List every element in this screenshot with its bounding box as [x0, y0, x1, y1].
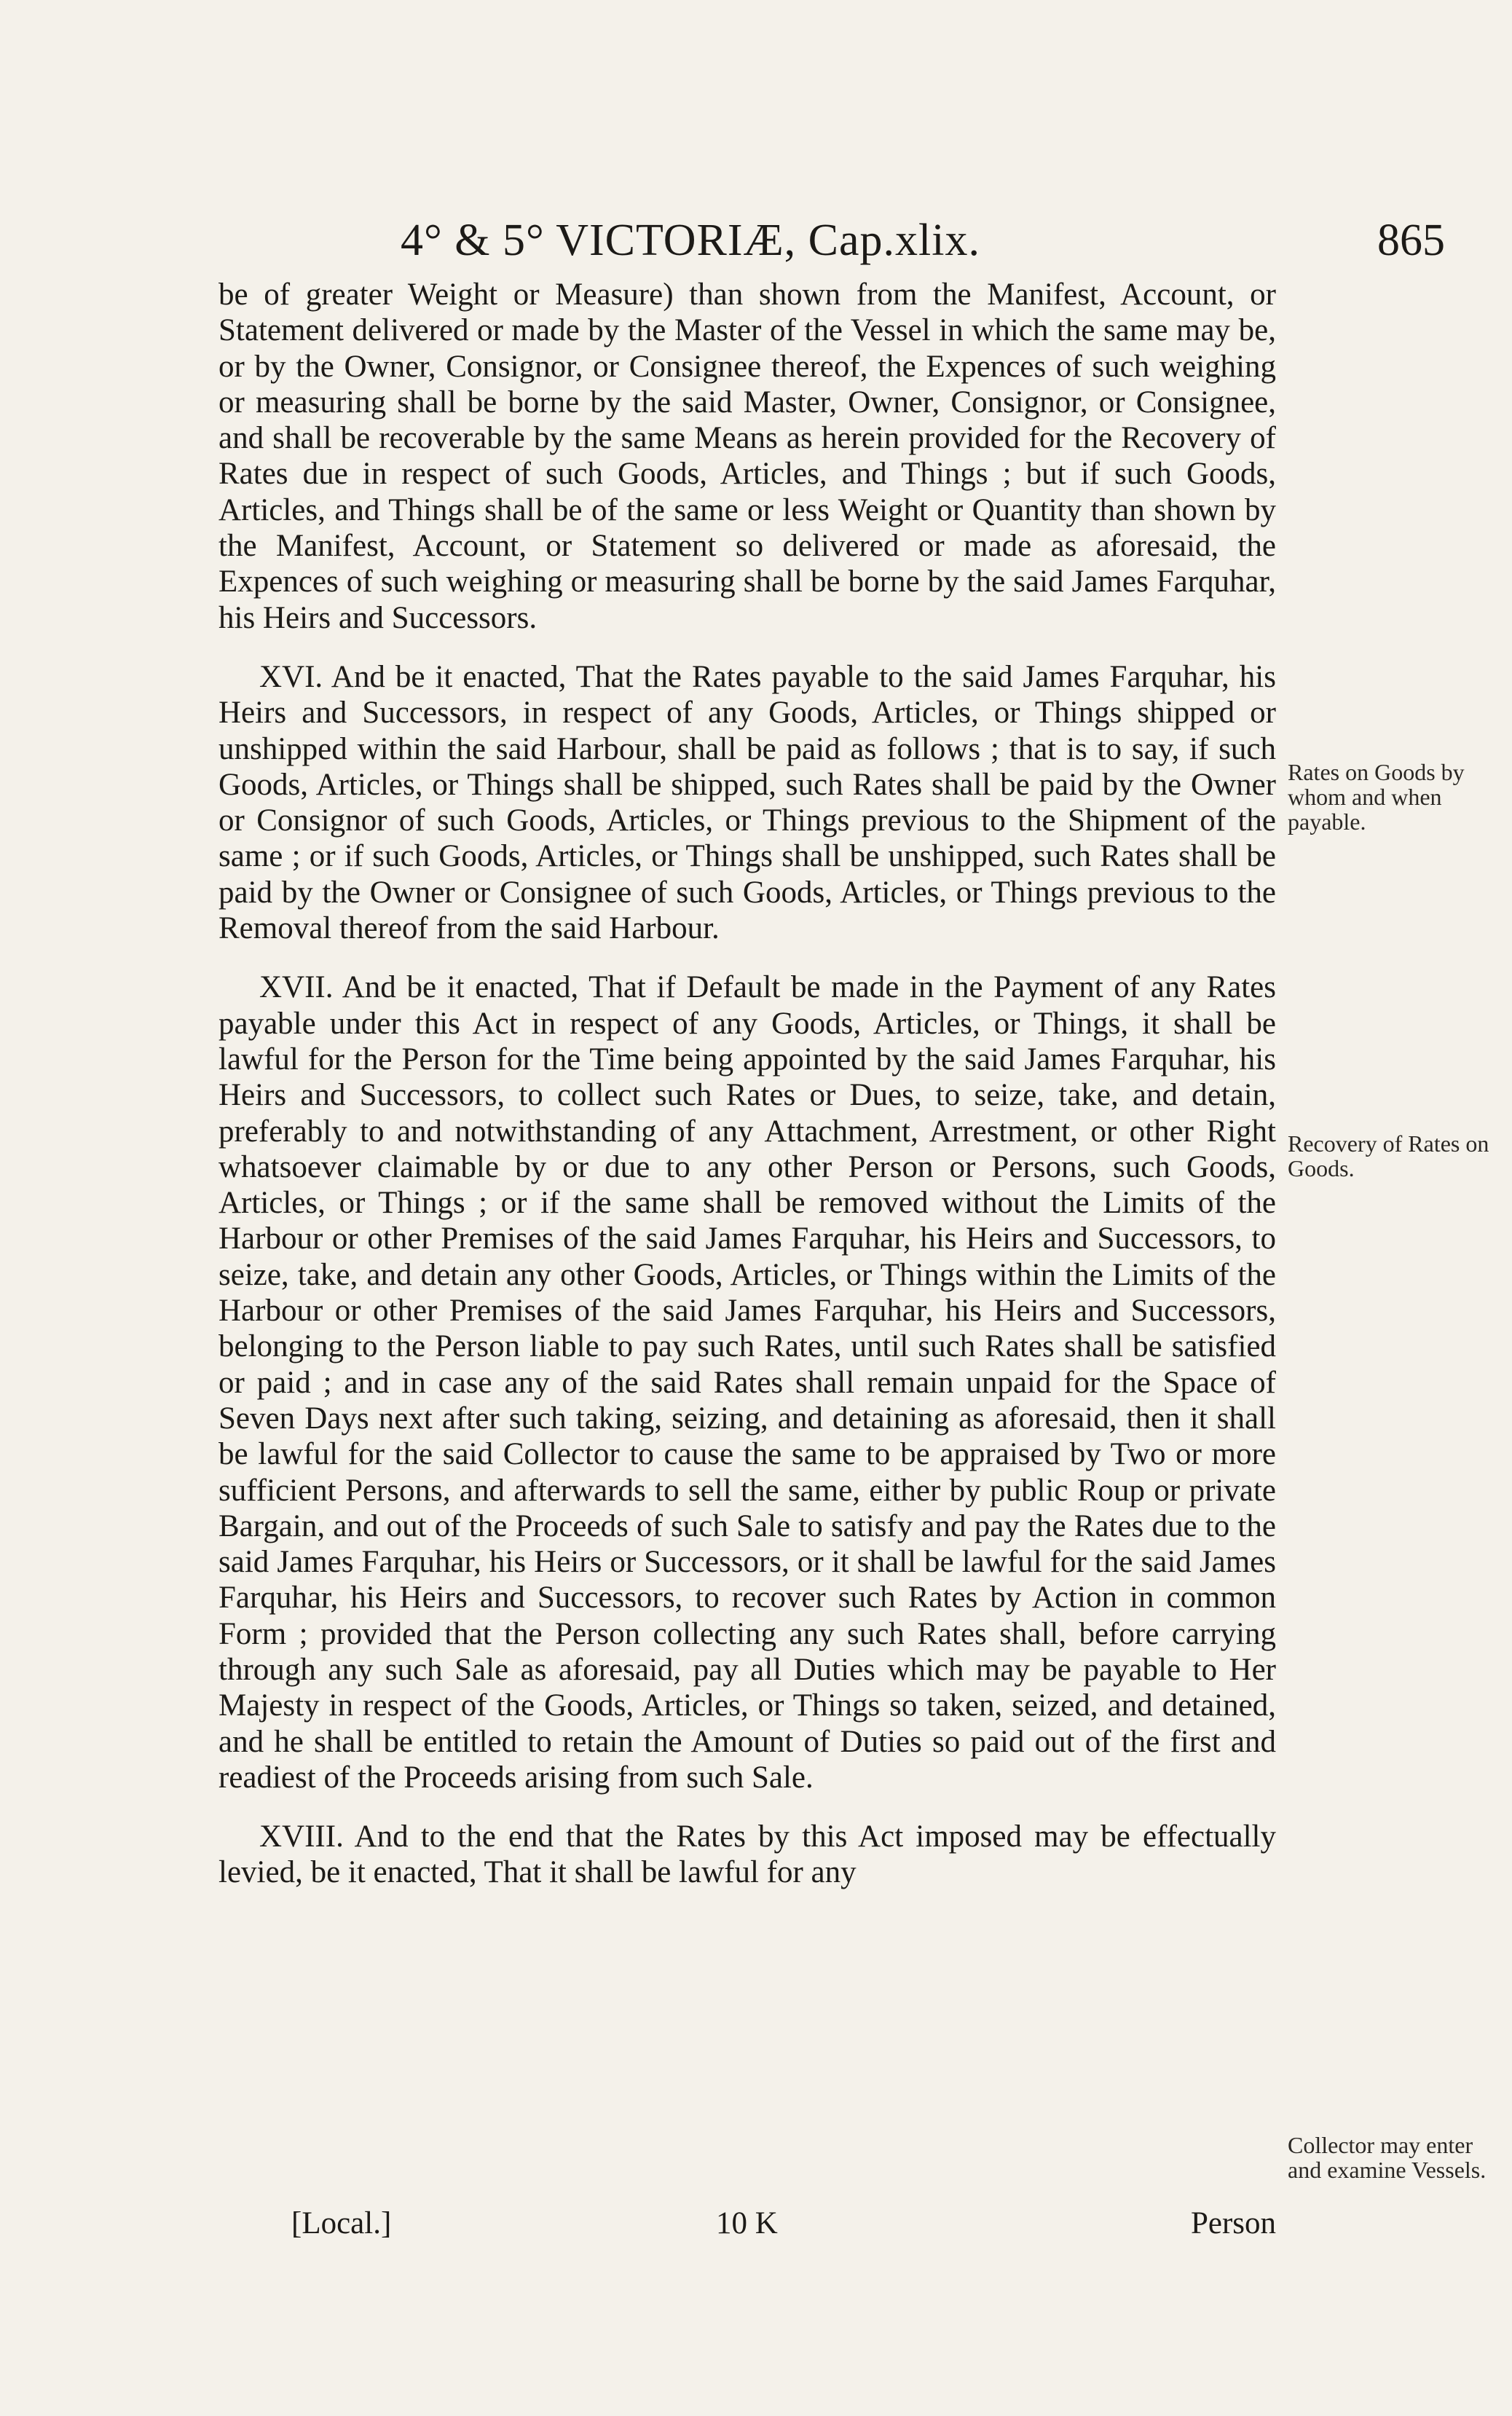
page-footer: [218, 2206, 1276, 2249]
section-xvii: XVII. And be it enacted, That if Default be made in the Payment of any Rates payable under this Act in respect of any Goods, Articles, or Things, it shall be lawful for the Person for the Time being appointed by the said James Farquhar, his Heirs and Successors, to collect such Rates or Dues, to seize, take, and detain, preferably to and notwithstanding of any Attachment, Arrestment, or other Right whatsoever claimable by or due to any other Person or Persons, such Goods, Articles, or Things ; or if the same shall be removed without the Limits of the Harbour or other Premises of the said James Farquhar, his Heirs and Successors, to seize, take, and detain any other Goods, Articles, or Things within the Limits of the Harbour or other Premises of the said James Farquhar, his Heirs and Successors, belonging to the Person liable to pay such Rates, until such Rates shall be satisfied or paid ; and in case any of the said Rates shall remain unpaid for the Space of Seven Days next after such taking, seizing, and detaining as aforesaid, then it shall be lawful for the said Collector to cause the same to be appraised by Two or more sufficient Persons, and afterwards to sell the same, either by public Roup or private Bargain, and out of the Proceeds of such Sale to satisfy and pay the Rates due to the said James Farquhar, his Heirs or Successors, or it shall be lawful for the said James Farquhar, his Heirs and Successors, to recover such Rates by Action in common Form ; provided that the Person collecting any such Rates shall, before carrying through any such Sale as aforesaid, pay all Duties which may be payable to Her Majesty in respect of the Goods, Articles, or Things so taken, seized, and detained, and he shall be entitled to retain the Amount of Duties so paid out of the first and readiest of the Proceeds arising from such Sale.: [218, 970, 1276, 1795]
act-title: 4° & 5° VICTORIÆ, Cap.xlix.: [401, 216, 980, 265]
marginal-note-xvii: Recovery of Rates on Goods.: [1288, 1130, 1489, 1181]
signature-mark: 10 K: [716, 2206, 778, 2240]
running-header: [218, 215, 1449, 273]
page-number: 865: [1377, 216, 1445, 265]
local-mark: [Local.]: [291, 2206, 392, 2240]
continued-paragraph: be of greater Weight or Measure) than shown from the Manifest, Account, or Statement delivered or made by the Master of the Vessel in which the same may be, or by the Owner, Consignor, or Consignee thereof, the Expences of such weighing or measuring shall be borne by the said Master, Owner, Consignor, or Consignee, and shall be recoverable by the same Means as herein provided for the Recovery of Rates due in respect of such Goods, Articles, and Things ; but if such Goods, Articles, and Things shall be of the same or less Weight or Quantity than shown by the Manifest, Account, or Statement so delivered or made as aforesaid, the Expences of such weighing or measuring shall be borne by the said James Farquhar, his Heirs and Successors.: [218, 278, 1276, 635]
marginal-note-xvi: Rates on Goods by whom and when payable.: [1288, 759, 1465, 835]
section-xvi: XVI. And be it enacted, That the Rates payable to the said James Farquhar, his Heirs and Successors, in respect of any Goods, Articles, or Things shipped or unshipped within the said Harbour, shall be paid as follows ; that is to say, if such Goods, Articles, or Things shall be shipped, such Rates shall be paid by the Owner or Consignor of such Goods, Articles, or Things previous to the Shipment of the same ; or if such Goods, Articles, or Things shall be unshipped, such Rates shall be paid by the Owner or Consignee of such Goods, Articles, or Things previous to the Removal thereof from the said Harbour.: [218, 659, 1276, 946]
marginal-note-xviii: Collector may enter and examine Vessels.: [1288, 2132, 1487, 2183]
section-xviii: XVIII. And to the end that the Rates by this Act imposed may be effectually levied, be it enacted, That it shall be lawful for any: [218, 1819, 1276, 1890]
main-text: [218, 277, 1276, 1914]
catchword: Person: [1190, 2206, 1276, 2240]
